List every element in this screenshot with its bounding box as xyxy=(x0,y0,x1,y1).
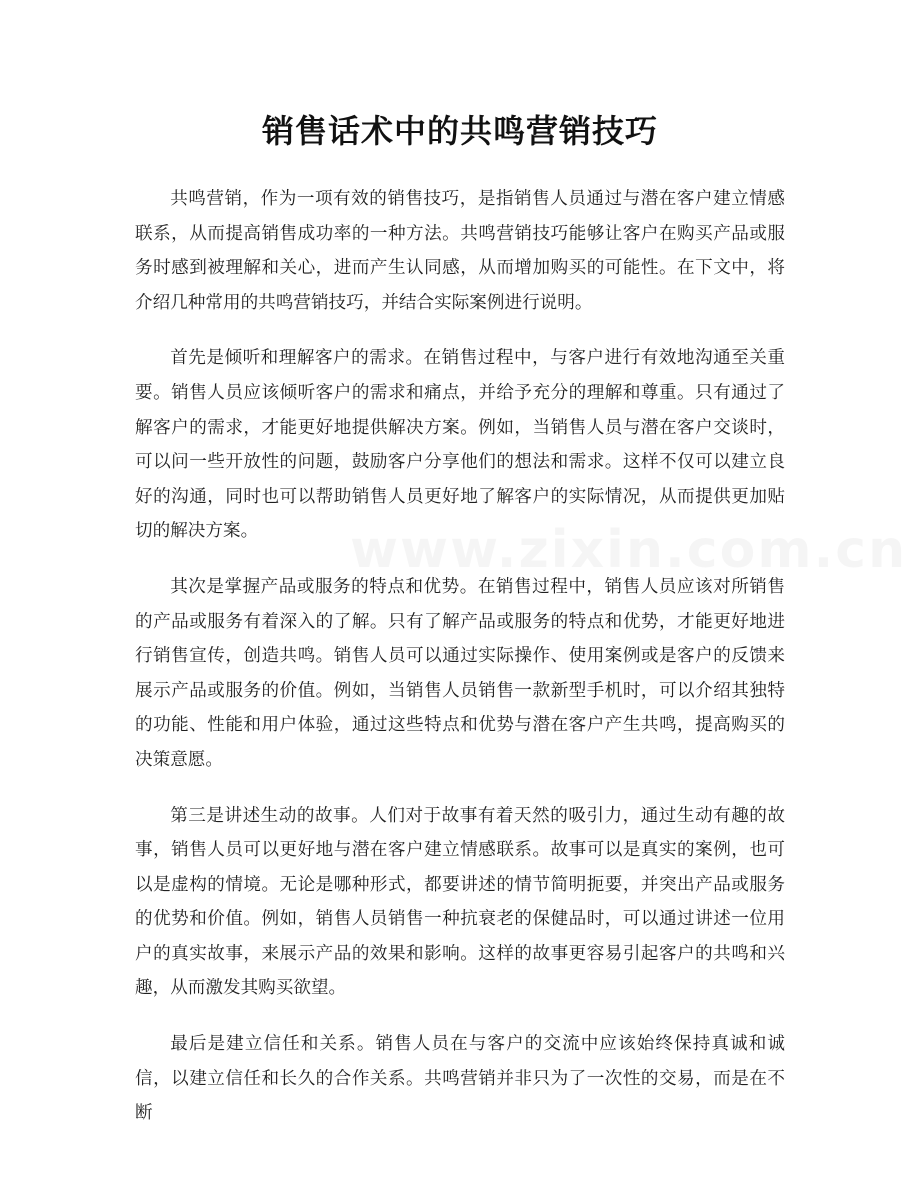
paragraph-trust: 最后是建立信任和关系。销售人员在与客户的交流中应该始终保持真诚和诚信，以建立信任和长久的合作关系。共鸣营销并非只为了一次性的交易，而是在不断 xyxy=(135,1034,785,1124)
article-body xyxy=(135,182,785,1152)
paragraph-intro: 共鸣营销，作为一项有效的销售技巧，是指销售人员通过与潜在客户建立情感联系，从而提高销售成功率的一种方法。共鸣营销技巧能够让客户在购买产品或服务时感到被理解和关心，进而产生认同感，从而增加购买的可能性。在下文中，将介绍几种常用的共鸣营销技巧，并结合实际案例进行说明。 xyxy=(135,189,785,313)
paragraph-listening: 首先是倾听和理解客户的需求。在销售过程中，与客户进行有效地沟通至关重要。销售人员应该倾听客户的需求和痛点，并给予充分的理解和尊重。只有通过了解客户的需求，才能更好地提供解决方案。例如，当销售人员与潜在客户交谈时，可以问一些开放性的问题，鼓励客户分享他们的想法和需求。这样不仅可以建立良好的沟通，同时也可以帮助销售人员更好地了解客户的实际情况，从而提供更加贴切的解决方案。 xyxy=(135,348,785,542)
paragraph-storytelling: 第三是讲述生动的故事。人们对于故事有着天然的吸引力，通过生动有趣的故事，销售人员可以更好地与潜在客户建立情感联系。故事可以是真实的案例，也可以是虚构的情境。无论是哪种形式，都要讲述的情节简明扼要，并突出产品或服务的优势和价值。例如，销售人员销售一种抗衰老的保健品时，可以通过讲述一位用户的真实故事，来展示产品的效果和影响。这样的故事更容易引起客户的共鸣和兴趣，从而激发其购买欲望。 xyxy=(135,805,785,999)
document-title: 销售话术中的共鸣营销技巧 xyxy=(261,112,658,150)
paragraph-product-knowledge: 其次是掌握产品或服务的特点和优势。在销售过程中，销售人员应该对所销售的产品或服务有着深入的了解。只有了解产品或服务的特点和优势，才能更好地进行销售宣传，创造共鸣。销售人员可以通过实际操作、使用案例或是客户的反馈来展示产品或服务的价值。例如，当销售人员销售一款新型手机时，可以介绍其独特的功能、性能和用户体验，通过这些特点和优势与潜在客户产生共鸣，提高购买的决策意愿。 xyxy=(135,576,785,770)
